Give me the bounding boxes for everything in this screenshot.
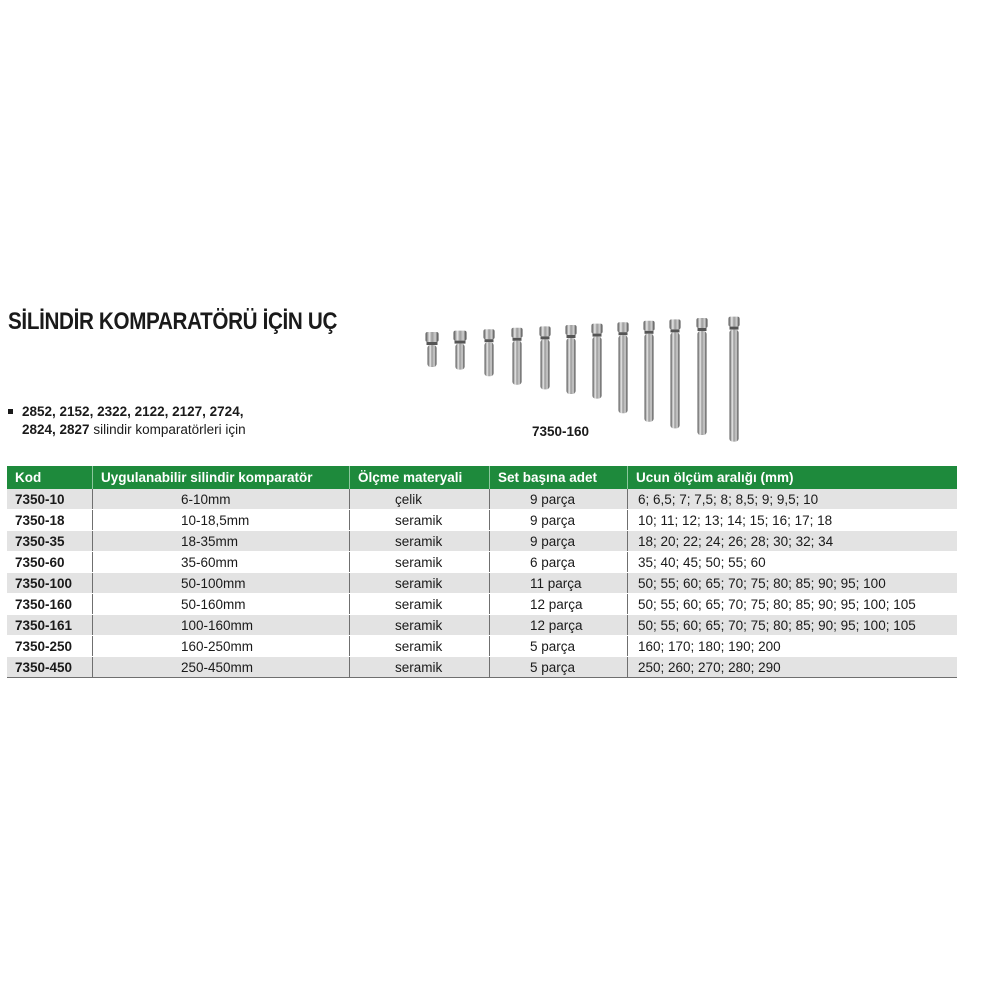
table-row [7, 615, 957, 636]
cell-applicable: 50-100mm [93, 573, 350, 594]
cell-material: seramik [350, 510, 490, 531]
tip-illustration [697, 318, 708, 435]
tip-illustration [454, 331, 467, 370]
cell-set-count: 12 parça [490, 594, 628, 615]
cell-range: 50; 55; 60; 65; 70; 75; 80; 85; 90; 95; 100 [628, 573, 958, 594]
cell-kod: 7350-18 [7, 510, 93, 531]
tips-group [426, 317, 740, 442]
header-set-count: Set başına adet [490, 466, 628, 489]
page-title: SİLİNDİR KOMPARATÖRÜ İÇİN UÇ [8, 308, 338, 335]
cell-applicable: 250-450mm [93, 657, 350, 678]
tip-illustration [484, 329, 495, 376]
table-row [7, 510, 957, 531]
cell-applicable: 18-35mm [93, 531, 350, 552]
table-row [7, 657, 957, 678]
cell-kod: 7350-100 [7, 573, 93, 594]
cell-kod: 7350-161 [7, 615, 93, 636]
bullet-icon [8, 409, 13, 414]
cell-kod: 7350-250 [7, 636, 93, 657]
cell-set-count: 5 parça [490, 636, 628, 657]
cell-applicable: 100-160mm [93, 615, 350, 636]
cell-set-count: 12 parça [490, 615, 628, 636]
cell-kod: 7350-450 [7, 657, 93, 678]
cell-material: çelik [350, 489, 490, 510]
tip-illustration [618, 322, 629, 413]
table-row [7, 573, 957, 594]
cell-applicable: 6-10mm [93, 489, 350, 510]
cell-set-count: 9 parça [490, 489, 628, 510]
cell-range: 10; 11; 12; 13; 14; 15; 16; 17; 18 [628, 510, 958, 531]
tip-illustration [512, 328, 523, 385]
table-row [7, 552, 957, 573]
tip-illustration [540, 326, 551, 389]
tip-illustration [729, 317, 740, 442]
cell-range: 6; 6,5; 7; 7,5; 8; 8,5; 9; 9,5; 10 [628, 489, 958, 510]
cell-applicable: 160-250mm [93, 636, 350, 657]
table-row [7, 594, 957, 615]
spec-table [7, 466, 957, 678]
cell-kod: 7350-35 [7, 531, 93, 552]
header-material: Ölçme materyali [350, 466, 490, 489]
tip-illustration [670, 319, 681, 428]
cell-material: seramik [350, 594, 490, 615]
cell-material: seramik [350, 552, 490, 573]
tip-illustration [566, 325, 577, 394]
cell-set-count: 6 parça [490, 552, 628, 573]
cell-material: seramik [350, 531, 490, 552]
table-header-row [7, 466, 957, 489]
product-image-tips [418, 312, 758, 442]
cell-applicable: 35-60mm [93, 552, 350, 573]
cell-range: 250; 260; 270; 280; 290 [628, 657, 958, 678]
cell-set-count: 9 parça [490, 510, 628, 531]
cell-material: seramik [350, 636, 490, 657]
table-row [7, 531, 957, 552]
cell-material: seramik [350, 657, 490, 678]
cell-applicable: 10-18,5mm [93, 510, 350, 531]
cell-applicable: 50-160mm [93, 594, 350, 615]
cell-range: 35; 40; 45; 50; 55; 60 [628, 552, 958, 573]
cell-range: 18; 20; 22; 24; 26; 28; 30; 32; 34 [628, 531, 958, 552]
table-row [7, 636, 957, 657]
cell-kod: 7350-10 [7, 489, 93, 510]
compat-line-1: 2852, 2152, 2322, 2122, 2127, 2724, [22, 404, 244, 419]
cell-range: 50; 55; 60; 65; 70; 75; 80; 85; 90; 95; 100; 105 [628, 594, 958, 615]
cell-material: seramik [350, 615, 490, 636]
table-row [7, 489, 957, 510]
compat-line-2: 2824, 2827 silindir komparatörleri için [22, 422, 246, 437]
cell-kod: 7350-60 [7, 552, 93, 573]
header-range: Ucun ölçüm aralığı (mm) [628, 466, 958, 489]
cell-set-count: 11 parça [490, 573, 628, 594]
cell-material: seramik [350, 573, 490, 594]
cell-range: 160; 170; 180; 190; 200 [628, 636, 958, 657]
image-caption: 7350-160 [532, 424, 590, 439]
cell-set-count: 9 parça [490, 531, 628, 552]
cell-range: 50; 55; 60; 65; 70; 75; 80; 85; 90; 95; 100; 105 [628, 615, 958, 636]
cell-kod: 7350-160 [7, 594, 93, 615]
tip-illustration [426, 332, 439, 367]
header-kod: Kod [7, 466, 93, 489]
header-applicable: Uygulanabilir silindir komparatör [93, 466, 350, 489]
cell-set-count: 5 parça [490, 657, 628, 678]
tip-illustration [592, 324, 603, 399]
tip-illustration [644, 321, 655, 422]
